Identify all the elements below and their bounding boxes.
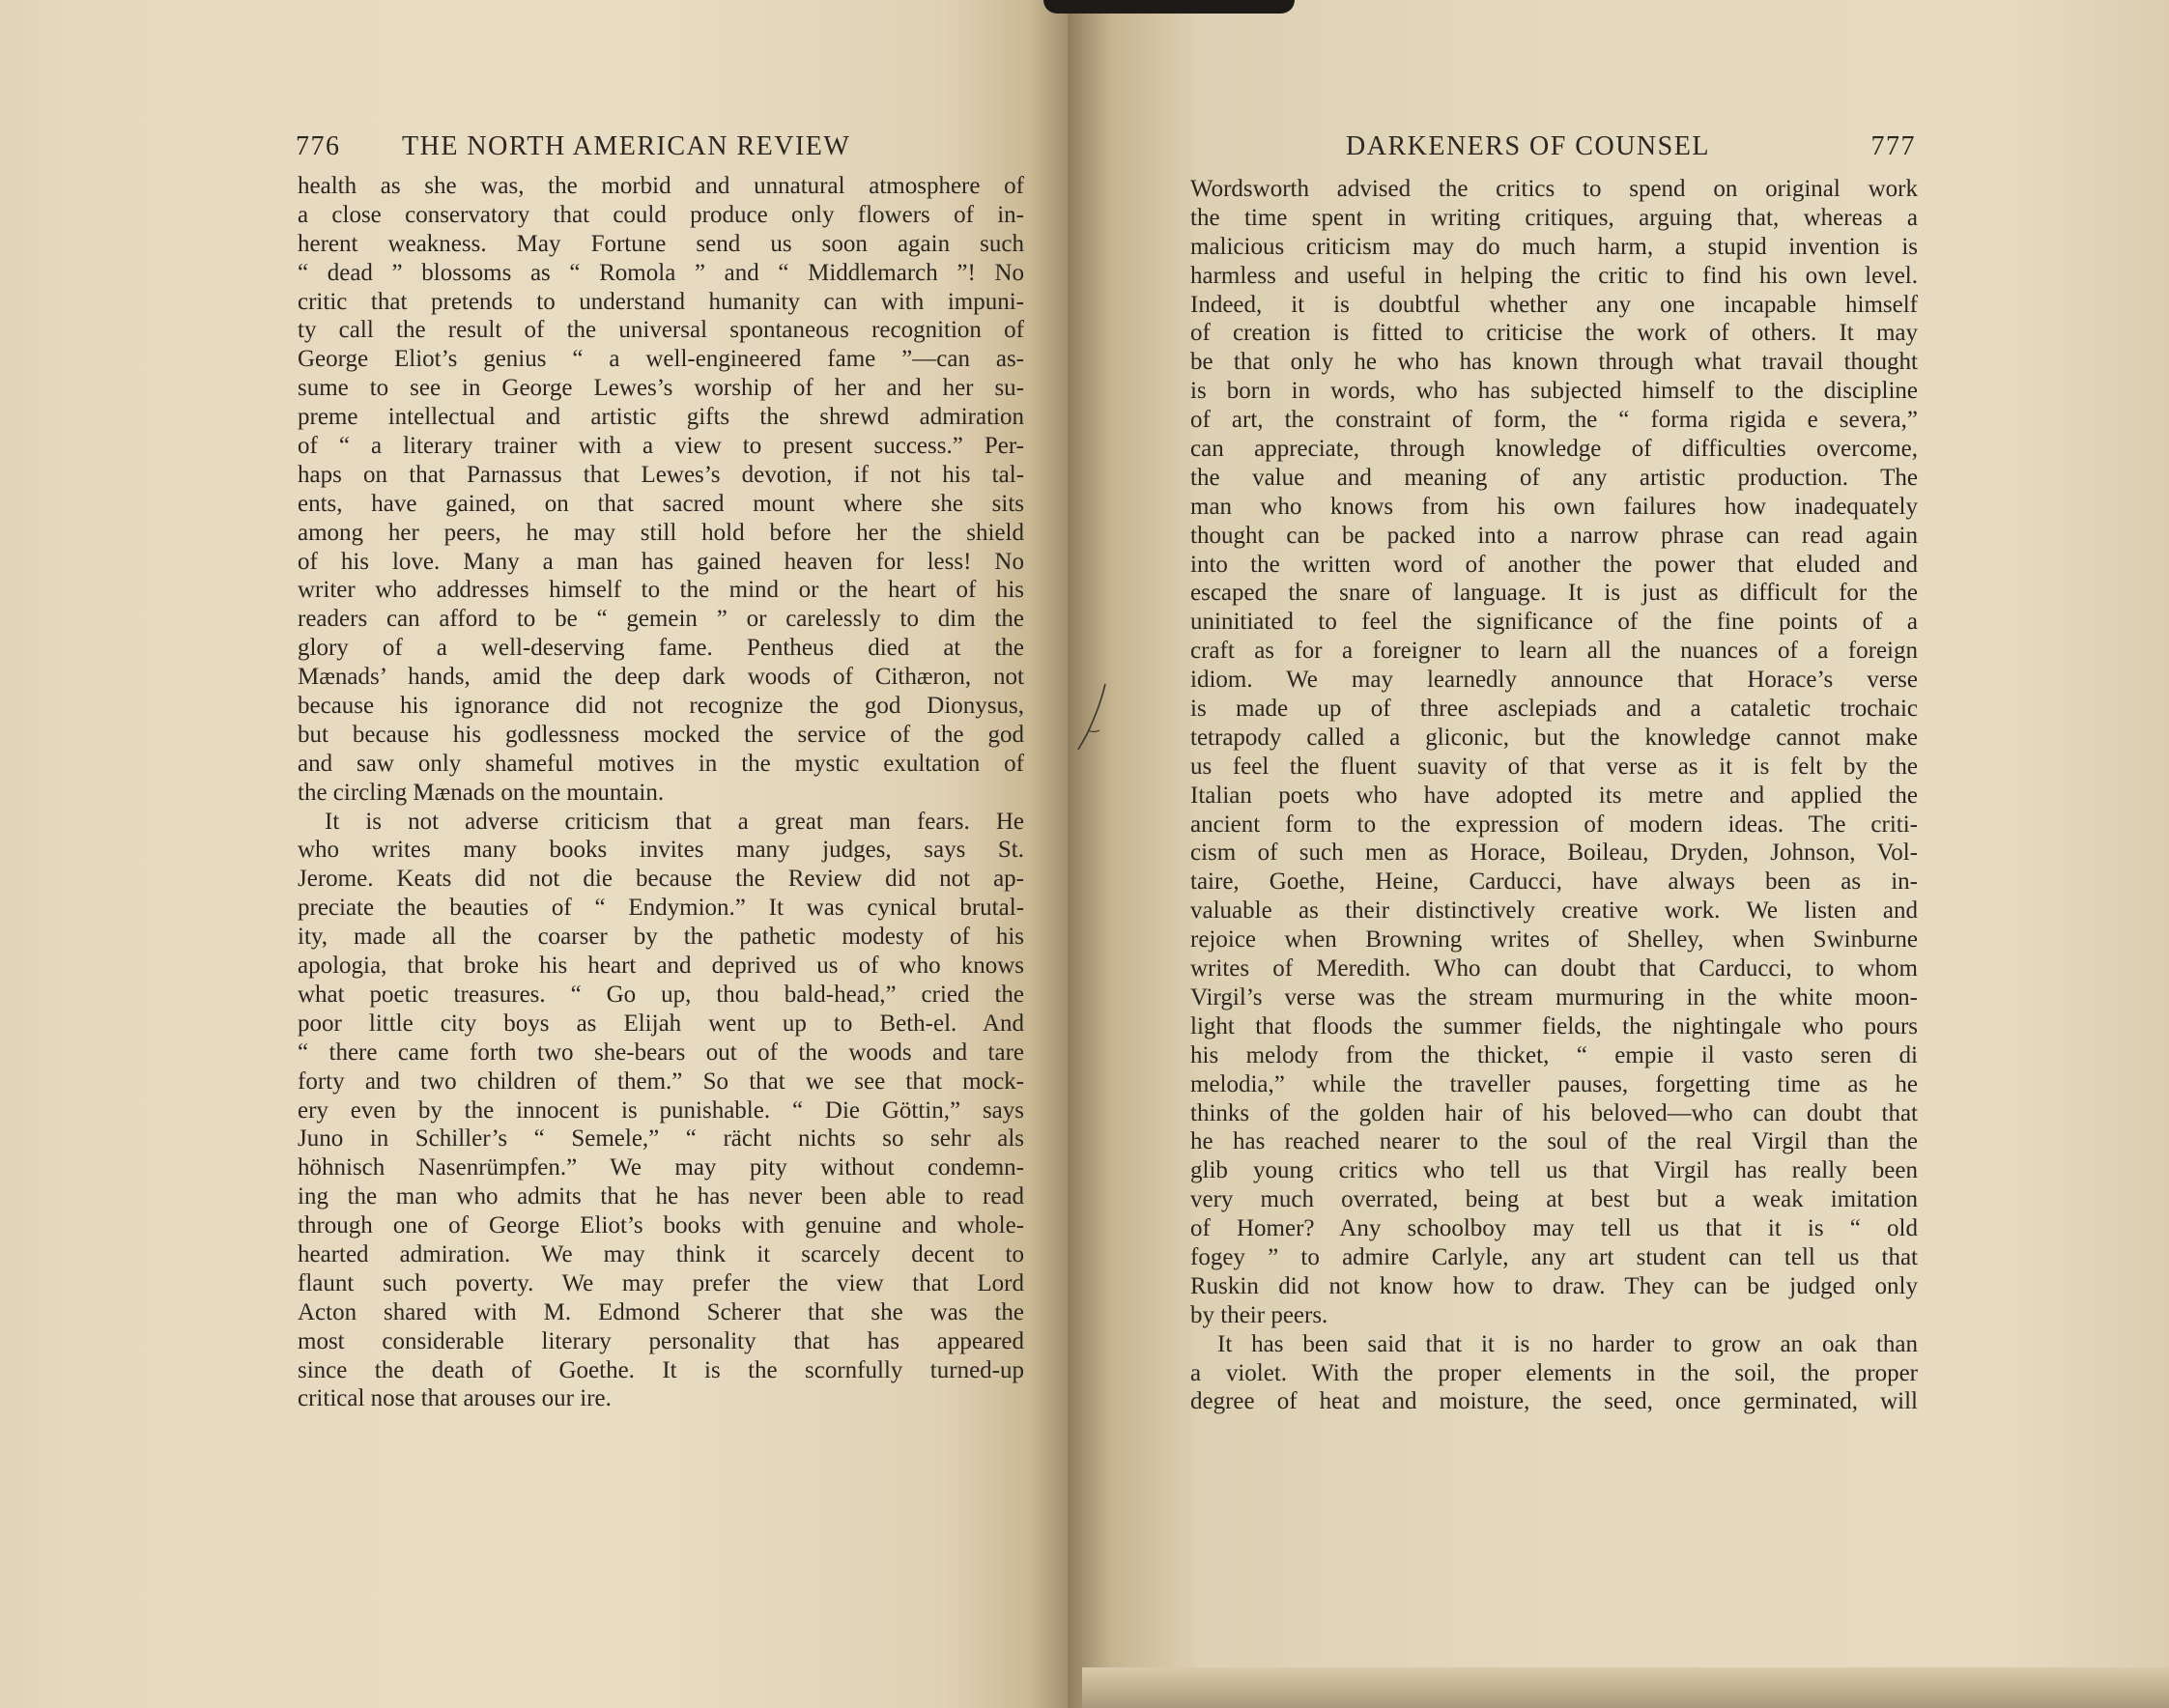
text-line: man who knows from his own failures how inadequately <box>1190 493 1918 520</box>
text-line: the time spent in writing critiques, arguing that, whereas a <box>1190 204 1918 231</box>
text-line: writer who addresses himself to the mind or the heart of his <box>298 577 1024 604</box>
text-line: degree of heat and moisture, the seed, once germinated, will <box>1190 1388 1918 1415</box>
text-line: poor little city boys as Elijah went up to Beth-el. And <box>298 1010 1024 1037</box>
text-line: Jerome. Keats did not die because the Review did not ap- <box>298 866 1024 893</box>
text-line: among her peers, he may still hold before her the shield <box>298 519 1024 546</box>
text-line: uninitiated to feel the significance of the fine points of a <box>1190 609 1918 636</box>
text-line: glory of a well-deserving fame. Pentheus died at the <box>298 635 1024 662</box>
text-line: It has been said that it is no harder to grow an oak than <box>1217 1330 1918 1357</box>
book-spine-top <box>1043 0 1295 14</box>
right-running-title: DARKENERS OF COUNSEL <box>1346 131 1710 161</box>
text-line: and saw only shameful motives in the mystic exultation of <box>298 750 1024 777</box>
text-line: Italian poets who have adopted its metre and applied the <box>1190 782 1918 809</box>
text-line: thought can be packed into a narrow phrase can read again <box>1190 522 1918 549</box>
text-line: ents, have gained, on that sacred mount where she sits <box>298 490 1024 517</box>
text-line: by their peers. <box>1190 1301 1328 1328</box>
text-line: light that floods the summer fields, the nightingale who pours <box>1190 1012 1918 1039</box>
text-line: forty and two children of them.” So that we see that mock- <box>298 1068 1024 1095</box>
text-line: of Homer? Any schoolboy may tell us that it is “ old <box>1190 1215 1918 1242</box>
text-line: of art, the constraint of form, the “ forma rigida e severa,” <box>1190 407 1918 434</box>
text-line: taire, Goethe, Heine, Carducci, have always been as in- <box>1190 868 1918 896</box>
text-line: through one of George Eliot’s books with genuine and whole- <box>298 1212 1024 1239</box>
text-line: apologia, that broke his heart and deprived us of who knows <box>298 953 1024 980</box>
text-line: craft as for a foreigner to learn all the nuances of a foreign <box>1190 638 1918 665</box>
text-line: who writes many books invites many judges, says St. <box>298 837 1024 864</box>
text-line: critic that pretends to understand humanity can with impuni- <box>298 288 1024 315</box>
text-line: us feel the fluent suavity of that verse as it is felt by the <box>1190 753 1918 780</box>
text-line: ancient form to the expression of modern ideas. The criti- <box>1190 811 1918 838</box>
text-line: is born in words, who has subjected himself to the discipline <box>1190 378 1918 405</box>
text-line: be that only he who has known through what travail thought <box>1190 349 1918 376</box>
text-line: a close conservatory that could produce only flowers of in- <box>298 201 1024 228</box>
text-line: It is not adverse criticism that a great man fears. He <box>325 808 1024 835</box>
text-line: his melody from the thicket, “ empie il vasto seren di <box>1190 1041 1918 1068</box>
text-line: of creation is fitted to criticise the work of others. It may <box>1190 320 1918 347</box>
text-line: ing the man who admits that he has never been able to read <box>298 1183 1024 1210</box>
text-line: critical nose that arouses our ire. <box>298 1385 612 1412</box>
pencil-margin-mark <box>1072 676 1111 754</box>
text-line: is made up of three asclepiads and a cataletic trochaic <box>1190 696 1918 723</box>
text-line: glib young critics who tell us that Virgil has really been <box>1190 1157 1918 1184</box>
text-line: the value and meaning of any artistic production. The <box>1190 464 1918 491</box>
text-line: very much overrated, being at best but a weak imitation <box>1190 1186 1918 1213</box>
text-line: since the death of Goethe. It is the scornfully turned-up <box>298 1356 1024 1383</box>
text-line: “ there came forth two she-bears out of the woods and tare <box>298 1039 1024 1066</box>
text-line: Juno in Schiller’s “ Semele,” “ rächt nichts so sehr als <box>298 1125 1024 1153</box>
text-line: because his ignorance did not recognize the god Dionysus, <box>298 693 1024 720</box>
text-line: Acton shared with M. Edmond Scherer that she was the <box>298 1298 1024 1325</box>
text-line: Virgil’s verse was the stream murmuring in the white moon- <box>1190 983 1918 1011</box>
text-line: Ruskin did not know how to draw. They can be judged only <box>1190 1272 1918 1299</box>
text-line: cism of such men as Horace, Boileau, Dryden, Johnson, Vol- <box>1190 840 1918 867</box>
text-line: Indeed, it is doubtful whether any one incapable himself <box>1190 291 1918 318</box>
text-line: but because his godlessness mocked the service of the god <box>298 721 1024 748</box>
text-line: malicious criticism may do much harm, a stupid invention is <box>1190 233 1918 260</box>
left-page-body <box>298 172 1024 1413</box>
text-line: Wordsworth advised the critics to spend on original work <box>1190 176 1918 202</box>
text-line: valuable as their distinctively creative work. We listen and <box>1190 897 1918 925</box>
right-page-body <box>1190 175 1918 1416</box>
text-line: “ dead ” blossoms as “ Romola ” and “ Middlemarch ”! No <box>298 259 1024 286</box>
text-line: readers can afford to be “ gemein ” or carelessly to dim the <box>298 606 1024 633</box>
text-line: Mænads’ hands, amid the deep dark woods of Cithæron, not <box>298 664 1024 691</box>
text-line: escaped the snare of language. It is just as difficult for the <box>1190 580 1918 607</box>
text-line: melodia,” while the traveller pauses, forgetting time as he <box>1190 1070 1918 1097</box>
text-line: of his love. Many a man has gained heaven for less! No <box>298 548 1024 575</box>
text-line: health as she was, the morbid and unnatural atmosphere of <box>298 173 1024 199</box>
text-line: preme intellectual and artistic gifts the shrewd admiration <box>298 404 1024 431</box>
text-line: flaunt such poverty. We may prefer the view that Lord <box>298 1269 1024 1296</box>
text-line: rejoice when Browning writes of Shelley, when Swinburne <box>1190 926 1918 954</box>
text-line: of “ a literary trainer with a view to present success.” Per- <box>298 433 1024 460</box>
text-line: writes of Meredith. Who can doubt that Carducci, to whom <box>1190 955 1918 982</box>
text-line: fogey ” to admire Carlyle, any art student can tell us that <box>1190 1243 1918 1270</box>
text-line: harmless and useful in helping the critic to find his own level. <box>1190 262 1918 289</box>
text-line: most considerable literary personality that has appeared <box>298 1327 1024 1354</box>
page-stack-edge <box>1082 1667 2169 1708</box>
text-line: can appreciate, through knowledge of difficulties overcome, <box>1190 436 1918 463</box>
left-page-number: 776 <box>296 131 341 161</box>
text-line: ery even by the innocent is punishable. “ Die Göttin,” says <box>298 1096 1024 1124</box>
text-line: hearted admiration. We may think it scarcely decent to <box>298 1240 1024 1267</box>
text-line: ity, made all the coarser by the pathetic modesty of his <box>298 924 1024 951</box>
text-line: what poetic treasures. “ Go up, thou bald-head,” cried the <box>298 981 1024 1008</box>
text-line: he has reached nearer to the soul of the real Virgil than the <box>1190 1128 1918 1155</box>
text-line: idiom. We may learnedly announce that Horace’s verse <box>1190 667 1918 694</box>
left-running-title: THE NORTH AMERICAN REVIEW <box>402 131 851 161</box>
text-line: into the written word of another the power that eluded and <box>1190 551 1918 578</box>
text-line: a violet. With the proper elements in the soil, the proper <box>1190 1359 1918 1386</box>
text-line: George Eliot’s genius “ a well-engineered fame ”—can as- <box>298 346 1024 373</box>
text-line: herent weakness. May Fortune send us soon again such <box>298 230 1024 257</box>
text-line: ty call the result of the universal spontaneous recognition of <box>298 317 1024 344</box>
text-line: the circling Mænads on the mountain. <box>298 779 665 806</box>
text-line: preciate the beauties of “ Endymion.” It was cynical brutal- <box>298 895 1024 922</box>
text-line: haps on that Parnassus that Lewes’s devotion, if not his tal- <box>298 461 1024 488</box>
text-line: thinks of the golden hair of his beloved—who can doubt that <box>1190 1099 1918 1126</box>
right-page-number: 777 <box>1870 131 1916 161</box>
text-line: höhnisch Nasenrümpfen.” We may pity without condemn- <box>298 1154 1024 1181</box>
text-line: sume to see in George Lewes’s worship of her and her su- <box>298 375 1024 402</box>
text-line: tetrapody called a gliconic, but the knowledge cannot make <box>1190 724 1918 751</box>
